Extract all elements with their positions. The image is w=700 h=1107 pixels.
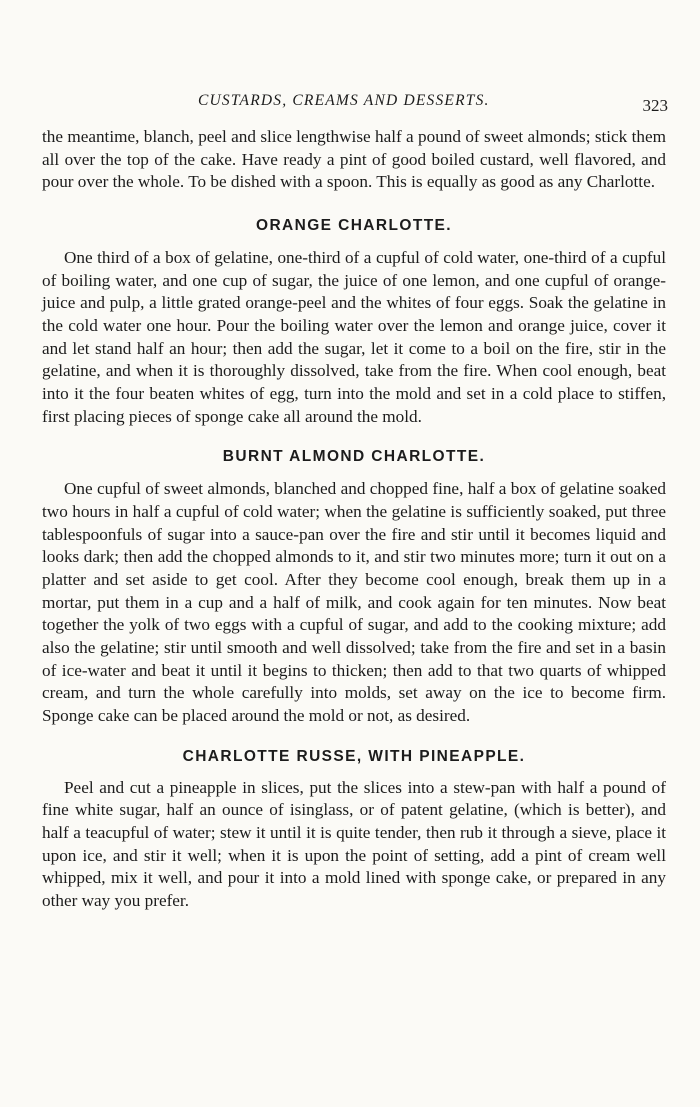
recipe-body-burnt-almond-charlotte: One cupful of sweet almonds, blanched and chopped fine, half a box of gelatine soaked two hours in half a cupful of cold water; when the gelatine is sufficiently soaked, put three tablespoonfuls of sugar into a sauce-pan over the fire and stir until it becomes liquid and looks dark; then add the chopped almonds to it, and stir two minutes more; turn it out on a platter and set aside to get cool. After they become cool enough, break them up in a mortar, put them in a cup and a half of milk, and cook again for ten minutes. Now beat together the yolk of two eggs with a cupful of sugar, and add to the cooking mixture; add also the gelatine; stir until smooth and well dissolved; take from the fire and set in a basin of ice-water and beat it until it begins to thicken; then add to that two quarts of whipped cream, and turn the whole carefully into molds, set away on the ice to become firm. Sponge cake can be placed around the mold or not, as desired.	[42, 479, 666, 726]
page-number: 323	[642, 96, 668, 115]
continuation-paragraph: the meantime, blanch, peel and slice lengthwise half a pound of sweet almonds; stick them all over the top of the cake. Have ready a pint of good boiled custard, well flavored, and pour over the whole. To be dished with a spoon. This is equally as good as any Charlotte.	[42, 127, 666, 192]
recipe-heading-orange-charlotte: ORANGE CHARLOTTE.	[255, 217, 453, 235]
running-head	[0, 92, 700, 118]
recipe-body-charlotte-russe-pineapple: Peel and cut a pineapple in slices, put the slices into a stew-pan with half a pound of fine white sugar, half an ounce of isinglass, or of patent gelatine, (which is better), and half a teacupful of water; stew it until it is quite tender, then rub it through a sieve, place it upon ice, and stir it well; when it is upon the point of setting, add a pint of cream well whipped, mix it well, and pour it into a mold lined with sponge cake, or prepared in any other way you prefer.	[42, 777, 666, 911]
recipe-heading-burnt-almond-charlotte: BURNT ALMOND CHARLOTTE.	[222, 448, 486, 466]
recipe-heading-charlotte-russe-pineapple: CHARLOTTE RUSSE, WITH PINEAPPLE.	[182, 747, 526, 765]
page-content	[42, 126, 666, 913]
recipe-body-orange-charlotte: One third of a box of gelatine, one-third of a cupful of cold water, one-third of a cupful of boiling water, and one cup of sugar, the juice of one lemon, and one cupful of orange-juice and pulp, a little grated orange-peel and the whites of four eggs. Soak the gelatine in the cold water one hour. Pour the boiling water over the lemon and orange juice, cover it and let stand half an hour; then add the sugar, let it come to a boil on the fire, stir in the gelatine, and when it is thoroughly dissolved, take from the fire. When cool enough, beat into it the four beaten whites of egg, turn into the mold and set in a cold place to stiffen, first placing pieces of sponge cake all around the mold.	[42, 247, 666, 426]
running-title: CUSTARDS, CREAMS AND DESSERTS.	[198, 92, 490, 109]
